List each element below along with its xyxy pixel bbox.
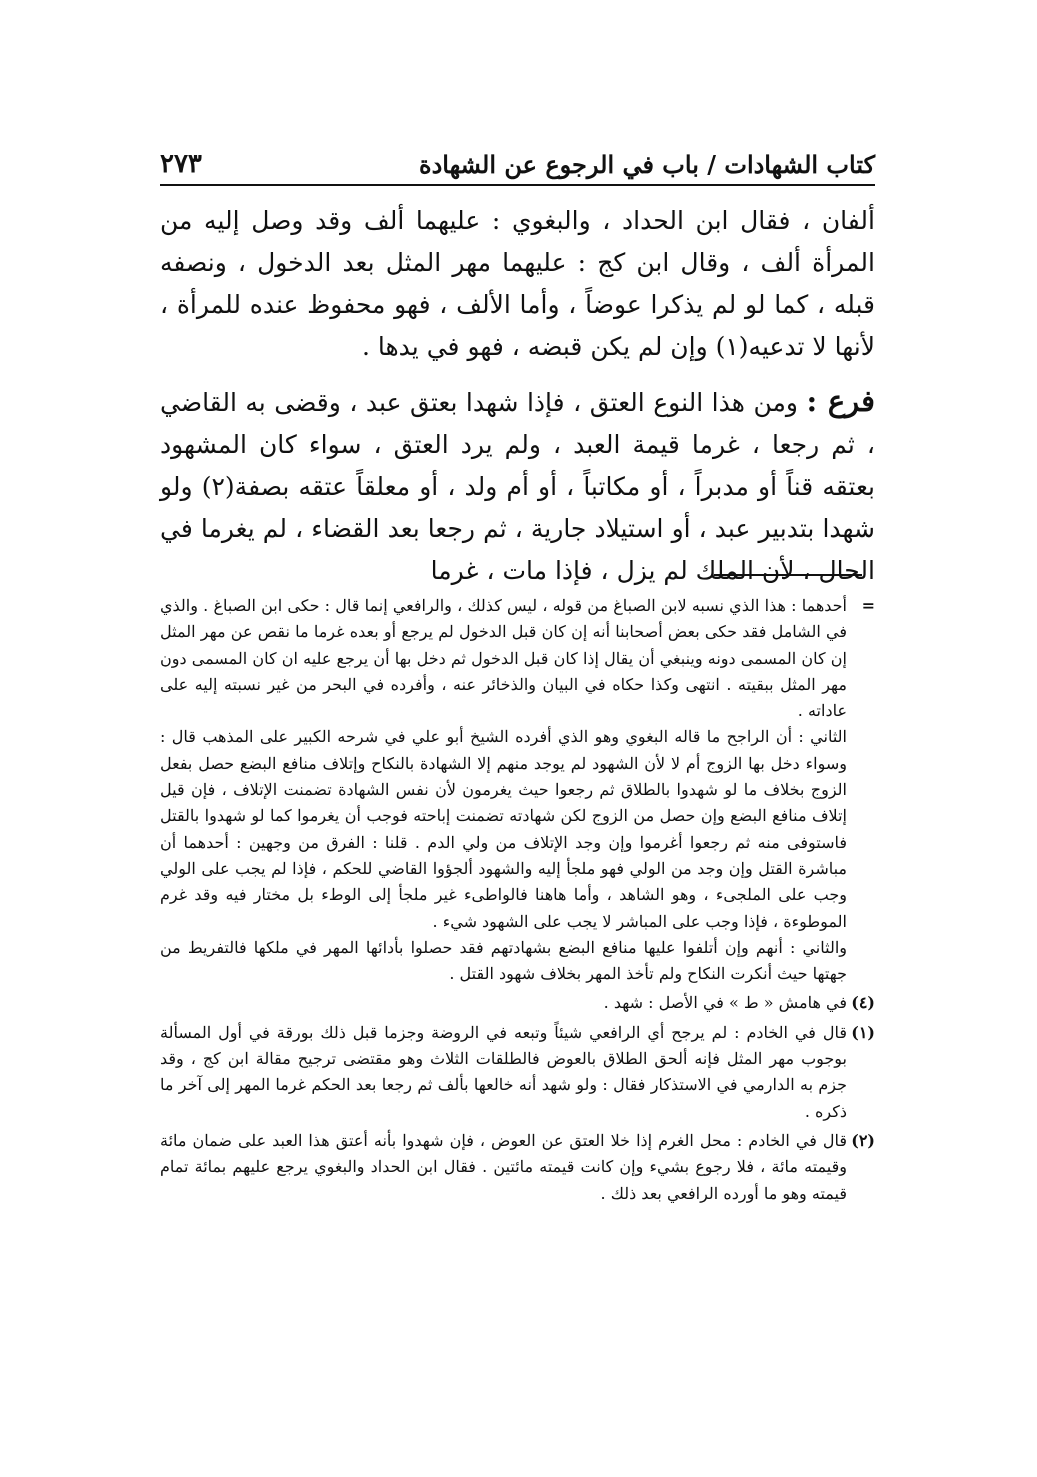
footnote-continued-line: الثاني : أن الراجح ما قاله البغوي وهو الذي أفرده الشيخ أبو علي في شرحه الكبير على المذهب قال : وسواء دخل بها الزوج أم لا لأن الشهود لم يوجد منهم إلا الشهادة بالنكاح وإتلاف منافع البضع حصل بفعل الزوج بخلاف ما لو شهدوا بالطلاق ثم رجعوا حيث يغرمون لأن نفس الشهادة تضمنت الإتلاف ، فإن قيل إتلاف منافع البضع وإن حصل من الزوج لكن شهادته تضمنت إباحته فوجب أن يغرموا كما لو شهدوا بالقتل فاستوفى منه ثم رجعوا أغرموا وإن وجد الإتلاف من ولي الدم . قلنا : الفرق من وجهين : أحدهما أن مباشرة القتل وإن وجد من الولي فهو ملجأ إليه والشهود ألجؤوا القاضي للحكم ، فإذا لم يجب على الولي وجب على الملجىء ، وهو الشاهد ، وأما هاهنا فالواطىء غير ملجأ إلى الوطء بل مختار فيه وقد غرم الموطوءة ، فإذا وجب على المباشر لا يجب على الشهود شيء . [160,727,847,931]
page-number: ٢٧٣ [160,149,202,179]
footnotes [160,593,875,1207]
branch-heading: فرع : [806,384,876,418]
footnote-item [160,1128,875,1207]
footnote-number: (١) [851,1022,875,1042]
footnote-continued-body [160,593,847,987]
continuation-mark: = [861,596,875,615]
footnote-item [160,1020,875,1125]
footnote-text: قال في الخادم : محل الغرم إذا خلا العتق عن العوض ، فإن شهدوا بأنه أعتق هذا العبد على ضمان مائة وقيمته مائة ، فلا رجوع بشيء وإن كانت قيمته مائتين . فقال ابن الحداد والبغوي يرجع عليهم بمائة تمام قيمته وهو ما أورده الرافعي بعد ذلك . [160,1130,847,1203]
footnote-number: (٤) [851,993,875,1013]
paragraph-1: ألفان ، فقال ابن الحداد ، والبغوي : عليهما ألف وقد وصل إليه من المرأة ألف ، وقال ابن كج : عليهما مهر المثل بعد الدخول ، ونصفه قبله ، كما لو لم يذكرا عوضاً ، وأما الألف ، فهو محفوظ عنده للمرأة ، لأنها لا تدعيه(١) وإن لم يكن قبضه ، فهو في يدها . [160,206,875,361]
main-text [160,200,875,592]
footnote-continued [160,593,875,987]
paragraph-2 [160,380,875,592]
paragraph-2-text: ومن هذا النوع العتق ، فإذا شهدا بعتق عبد ، وقضى به القاضي ، ثم رجعا ، غرما قيمة العبد ، ولم يرد العتق ، سواء كان المشهود بعتقه قناً أو مدبراً ، أو مكاتباً ، أو أم ولد ، أو معلقاً عتقه بصفة(٢) ولو شهدا بتدبير عبد ، أو استيلاد جارية ، ثم رجعا بعد القضاء ، لم يغرما في الحال ، لأن الملك لم يزل ، فإذا مات ، غرما [160,388,875,585]
footnote-number: (٢) [851,1130,875,1150]
footnote-item [160,990,875,1016]
footnote-text: في هامش « ط » في الأصل : شهد . [603,993,847,1013]
footnote-continued-line: أحدهما : هذا الذي نسبه لابن الصباغ من قوله ، ليس كذلك ، والرافعي إنما قال : حكى ابن الصباغ . والذي في الشامل فقد حكى بعض أصحابنا أنه إن كان قبل الدخول لم يرجع أو بعده غرما ما نقص عن مهر المثل إن كان المسمى دونه وينبغي أن يقال إذا كان قبل الدخول ثم دخل بها أن يرجع عليه ان كان المسمى دون مهر المثل ببقيته . انتهى وكذا حكاه في البيان والذخائر عنه ، وأفرده في البحر من غير نسبته إليه على عاداته . [160,596,847,721]
header-title: كتاب الشهادات / باب في الرجوع عن الشهادة [419,150,875,179]
running-header [160,140,875,186]
footnote-separator [714,574,862,576]
footnote-continued-line: والثاني : أنهم وإن أتلفوا عليها منافع البضع بشهادتهم فقد حصلوا بأدائها المهر في ملكها فالتفريط من جهتها حيث أنكرت النكاح ولم تأخذ المهر بخلاف شهود القتل . [160,937,847,984]
footnote-text: قال في الخادم : لم يرجح أي الرافعي شيئاً وتبعه في الروضة وجزما قبل ذلك بورقة في أول المسألة بوجوب مهر المثل فإنه ألحق الطلاق بالعوض فالطلقات الثلاث وهو مقتضى ترجيح مقالة ابن كج ، وقد جزم به الدارمي في الاستذكار فقال : ولو شهد أنه خالعها بألف ثم رجعا بعد الحكم غرما المهر إلى آخر ما ذكره . [160,1022,847,1121]
